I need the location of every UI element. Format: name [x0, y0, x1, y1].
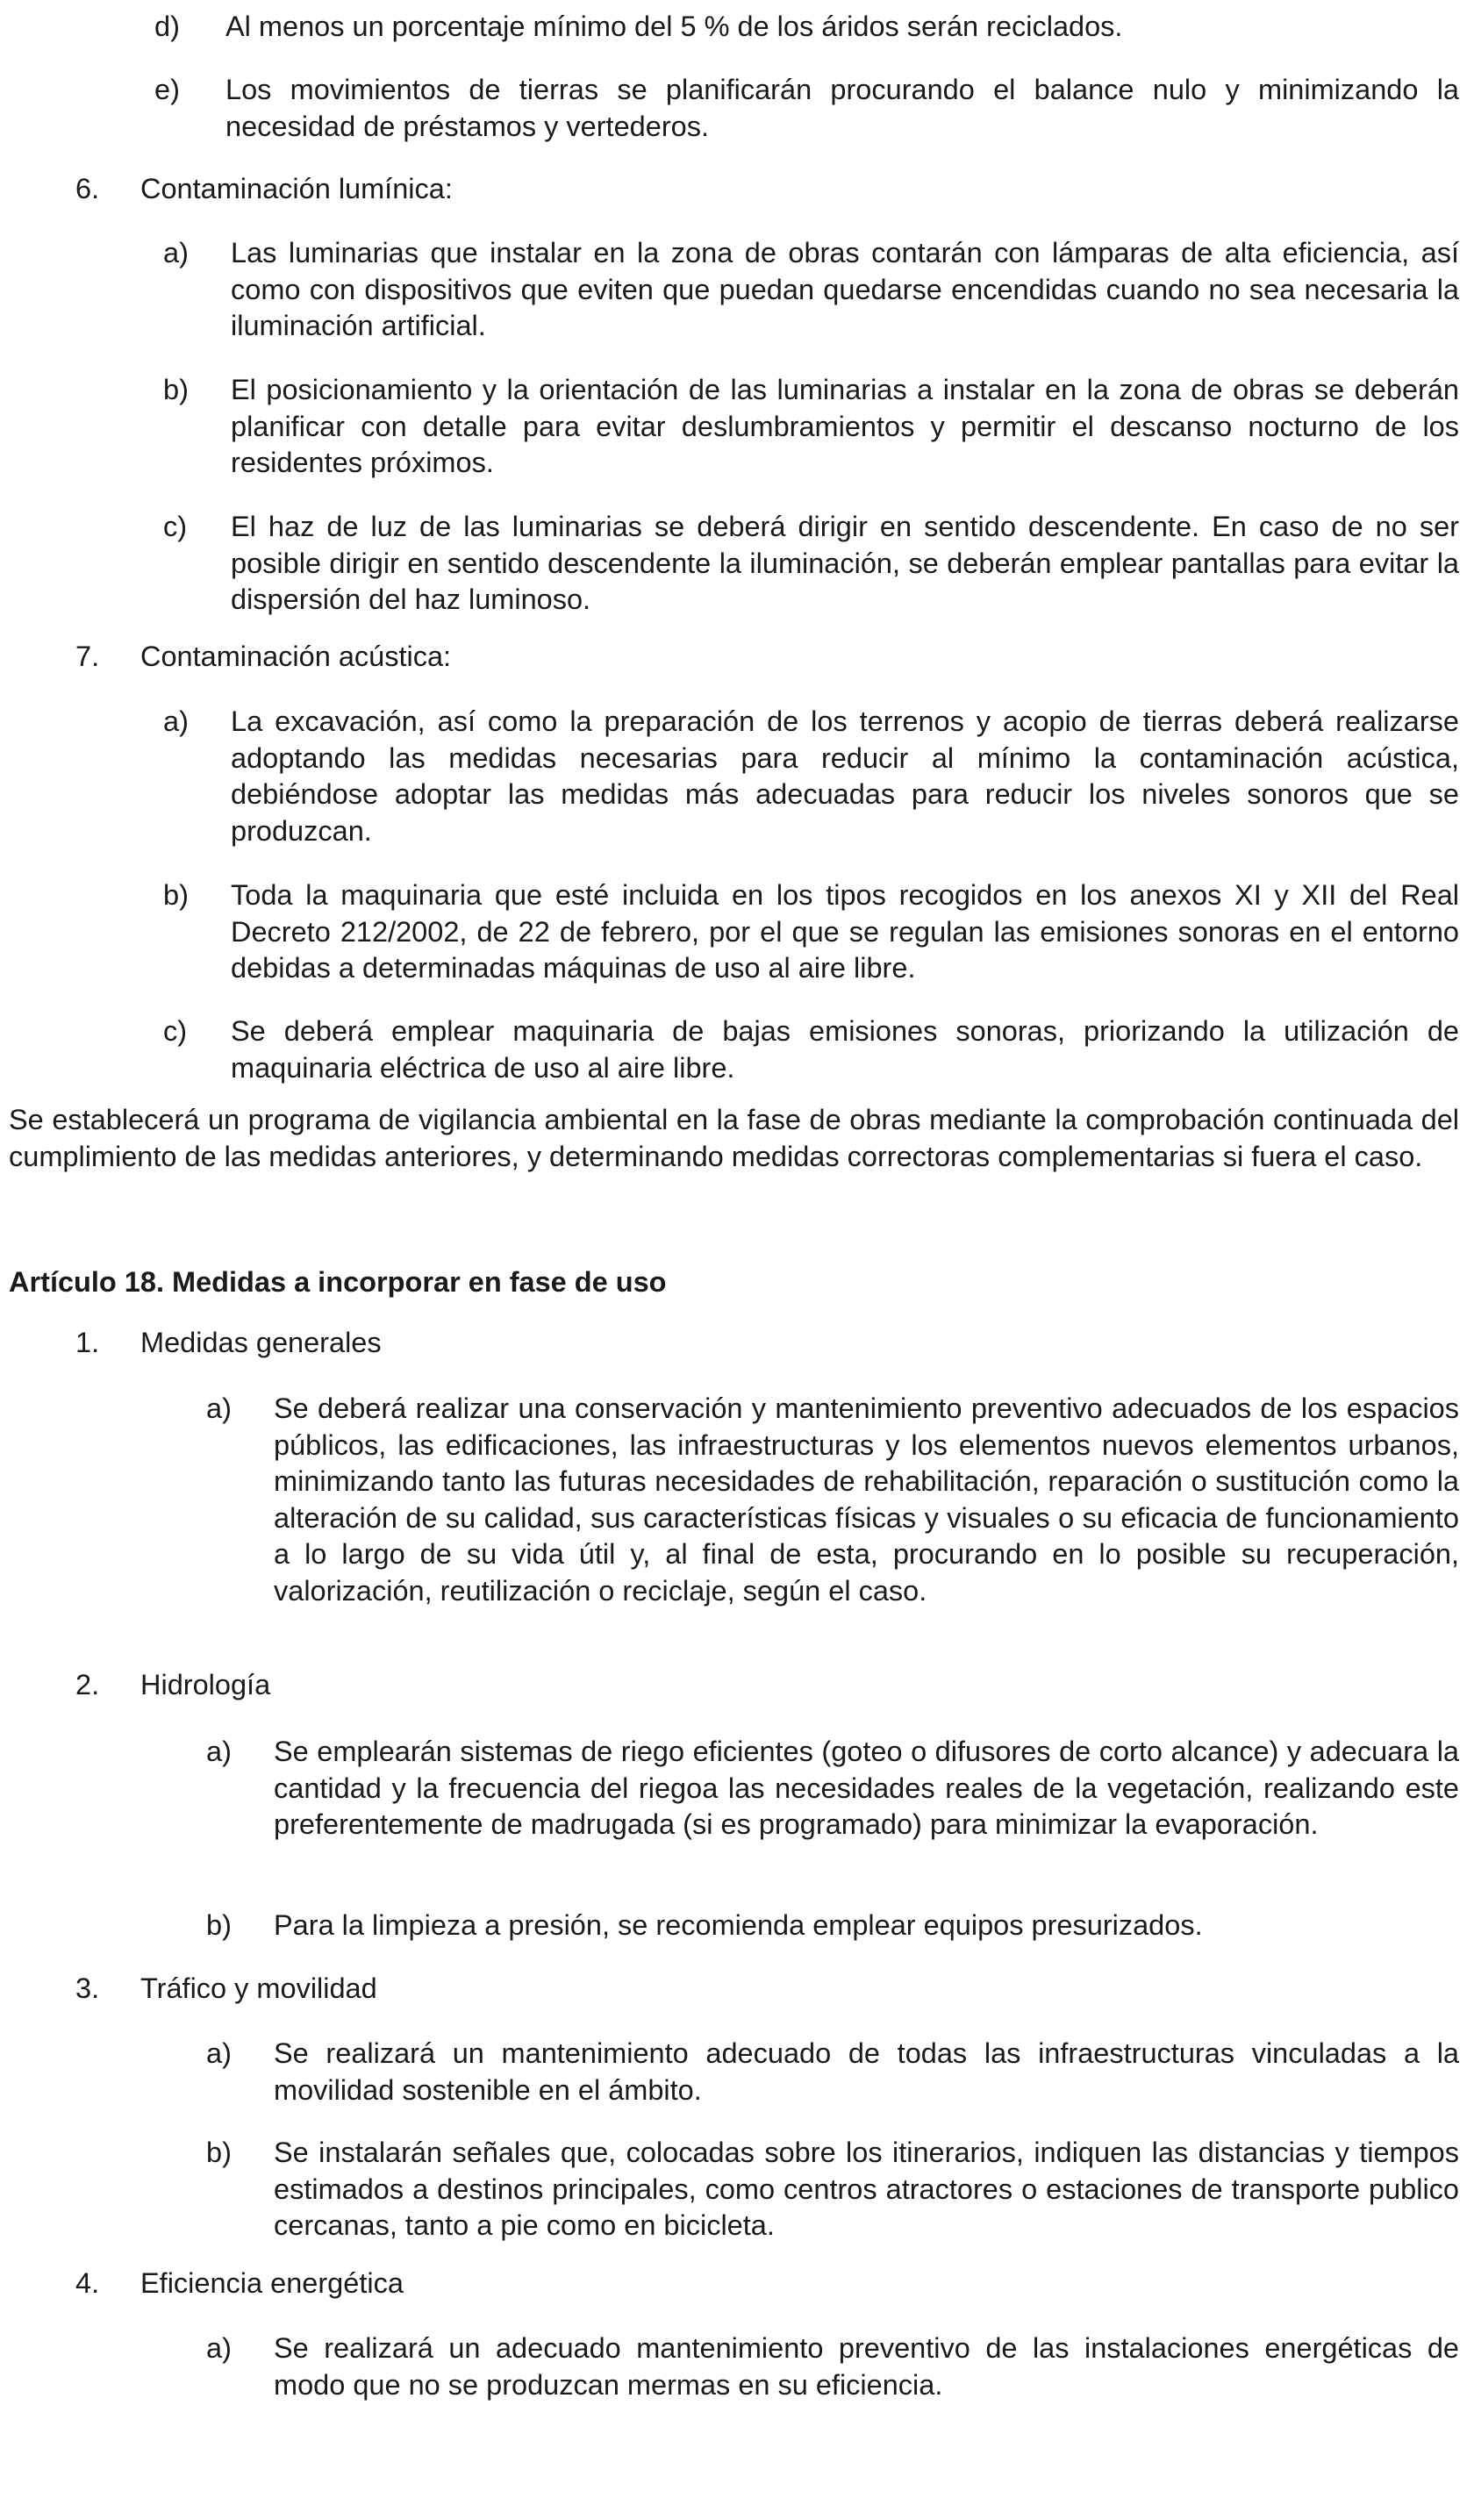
item-text: El haz de luz de las luminarias se deberá dirigir en sentido descendente. En caso de no ser posible dirigir en sentido descendente la iluminación, se deberán emplear pantallas para evitar la dispersión del haz luminoso.	[231, 511, 1459, 615]
section-heading	[75, 1971, 1392, 2008]
list-item	[163, 877, 1459, 987]
item-text: Se realizará un mantenimiento adecuado de todas las infraestructuras vinculadas a la movilidad sostenible en el ámbito.	[274, 2037, 1459, 2106]
item-marker: b)	[206, 2137, 232, 2168]
article-heading: Artículo 18. Medidas a incorporar en fase de uso	[9, 1266, 667, 1298]
list-item	[206, 2036, 1459, 2108]
section-title: Tráfico y movilidad	[140, 1972, 377, 2004]
section-heading	[75, 639, 1392, 676]
section-heading	[75, 1325, 1392, 1362]
section-number: 6.	[75, 173, 100, 204]
list-item	[163, 1013, 1459, 1086]
list-item	[206, 1391, 1459, 1609]
list-item	[206, 2135, 1459, 2244]
item-text: Para la limpieza a presión, se recomienda emplear equipos presurizados.	[274, 1909, 1203, 1941]
item-marker: b)	[163, 374, 189, 405]
item-marker: a)	[206, 1392, 232, 1424]
section-heading	[75, 2266, 1392, 2302]
section-heading	[75, 171, 1392, 208]
item-text: Se emplearán sistemas de riego eficientes (goteo o difusores de corto alcance) y adecuara la cantidad y la frecuencia del riegoa las necesidades reales de la vegetación, realizando este preferentemente de madrugada (si es programado) para minimizar la evaporación.	[274, 1736, 1459, 1840]
list-item	[163, 509, 1459, 619]
section-title: Contaminación acústica:	[140, 641, 452, 672]
item-text: Al menos un porcentaje mínimo del 5 % de los áridos serán reciclados.	[225, 11, 1123, 42]
item-text: Toda la maquinaria que esté incluida en los tipos recogidos en los anexos XI y XII del Real Decreto 212/2002, de 22 de febrero, por el que se regulan las emisiones sonoras en el entorno debidas a determinadas máquinas de uso al aire libre.	[231, 879, 1459, 984]
section-heading	[75, 1667, 1392, 1704]
paragraph-text: Se establecerá un programa de vigilancia ambiental en la fase de obras mediante la comprobación continuada del cumplimiento de las medidas anteriores, y determinando medidas correctoras complementarias si fuera el caso.	[9, 1104, 1459, 1172]
item-marker: a)	[163, 237, 189, 268]
item-marker: a)	[206, 1736, 232, 1767]
item-text: Los movimientos de tierras se planificarán procurando el balance nulo y minimizando la necesidad de préstamos y vertederos.	[225, 74, 1459, 142]
section-number: 2.	[75, 1669, 100, 1700]
section-title: Medidas generales	[140, 1327, 382, 1358]
item-marker: c)	[163, 511, 188, 542]
item-text: El posicionamiento y la orientación de las luminarias a instalar en la zona de obras se deberán planificar con detalle para evitar deslumbramientos y permitir el descanso nocturno de los residentes próximos.	[231, 374, 1459, 478]
item-marker: a)	[163, 705, 189, 737]
section-title: Contaminación lumínica:	[140, 173, 453, 204]
closing-paragraph	[9, 1102, 1459, 1175]
section-title: Eficiencia energética	[140, 2267, 404, 2299]
item-text: La excavación, así como la preparación de los terrenos y acopio de tierras deberá realizarse adoptando las medidas necesarias para reducir al mínimo la contaminación acústica, debiéndose adoptar las medidas más adecuadas para reducir los niveles sonoros que se produzcan.	[231, 705, 1459, 847]
item-text: Se deberá realizar una conservación y mantenimiento preventivo adecuados de los espacios públicos, las edificaciones, las infraestructuras y los elementos nuevos elementos urbanos, minimizando tanto las futuras necesidades de rehabilitación, reparación o sustitución como la alteración de su calidad, sus características físicas y visuales o su eficacia de funcionamiento a lo largo de su vida útil y, al final de esta, procurando en lo posible su recuperación, valorización, reutilización o reciclaje, según el caso.	[274, 1392, 1459, 1607]
list-item	[154, 72, 1459, 145]
item-marker: a)	[206, 2332, 232, 2364]
item-marker: a)	[206, 2037, 232, 2069]
section-number: 7.	[75, 641, 100, 672]
list-item	[163, 235, 1459, 345]
item-marker: d)	[154, 11, 180, 42]
item-text: Se realizará un adecuado mantenimiento preventivo de las instalaciones energéticas de modo que no se produzcan mermas en su eficiencia.	[274, 2332, 1459, 2401]
list-item	[163, 372, 1459, 482]
item-text: Se deberá emplear maquinaria de bajas emisiones sonoras, priorizando la utilización de maquinaria eléctrica de uso al aire libre.	[231, 1015, 1459, 1084]
section-number: 1.	[75, 1327, 100, 1358]
list-item	[206, 2330, 1459, 2403]
item-marker: b)	[163, 879, 189, 911]
item-text: Las luminarias que instalar en la zona de obras contarán con lámparas de alta eficiencia, así como con dispositivos que eviten que puedan quedarse encendidas cuando no sea necesaria la iluminación artificial.	[231, 237, 1459, 341]
list-item	[154, 9, 1459, 46]
list-item	[163, 704, 1459, 849]
item-marker: e)	[154, 74, 180, 105]
section-number: 4.	[75, 2267, 100, 2299]
section-number: 3.	[75, 1972, 100, 2004]
section-title: Hidrología	[140, 1669, 271, 1700]
list-item	[206, 1734, 1459, 1843]
item-text: Se instalarán señales que, colocadas sobre los itinerarios, indiquen las distancias y tiempos estimados a destinos principales, como centros atractores o estaciones de transporte publico cercanas, tanto a pie como en bicicleta.	[274, 2137, 1459, 2241]
item-marker: c)	[163, 1015, 188, 1047]
list-item	[206, 1908, 1459, 1944]
item-marker: b)	[206, 1909, 232, 1941]
